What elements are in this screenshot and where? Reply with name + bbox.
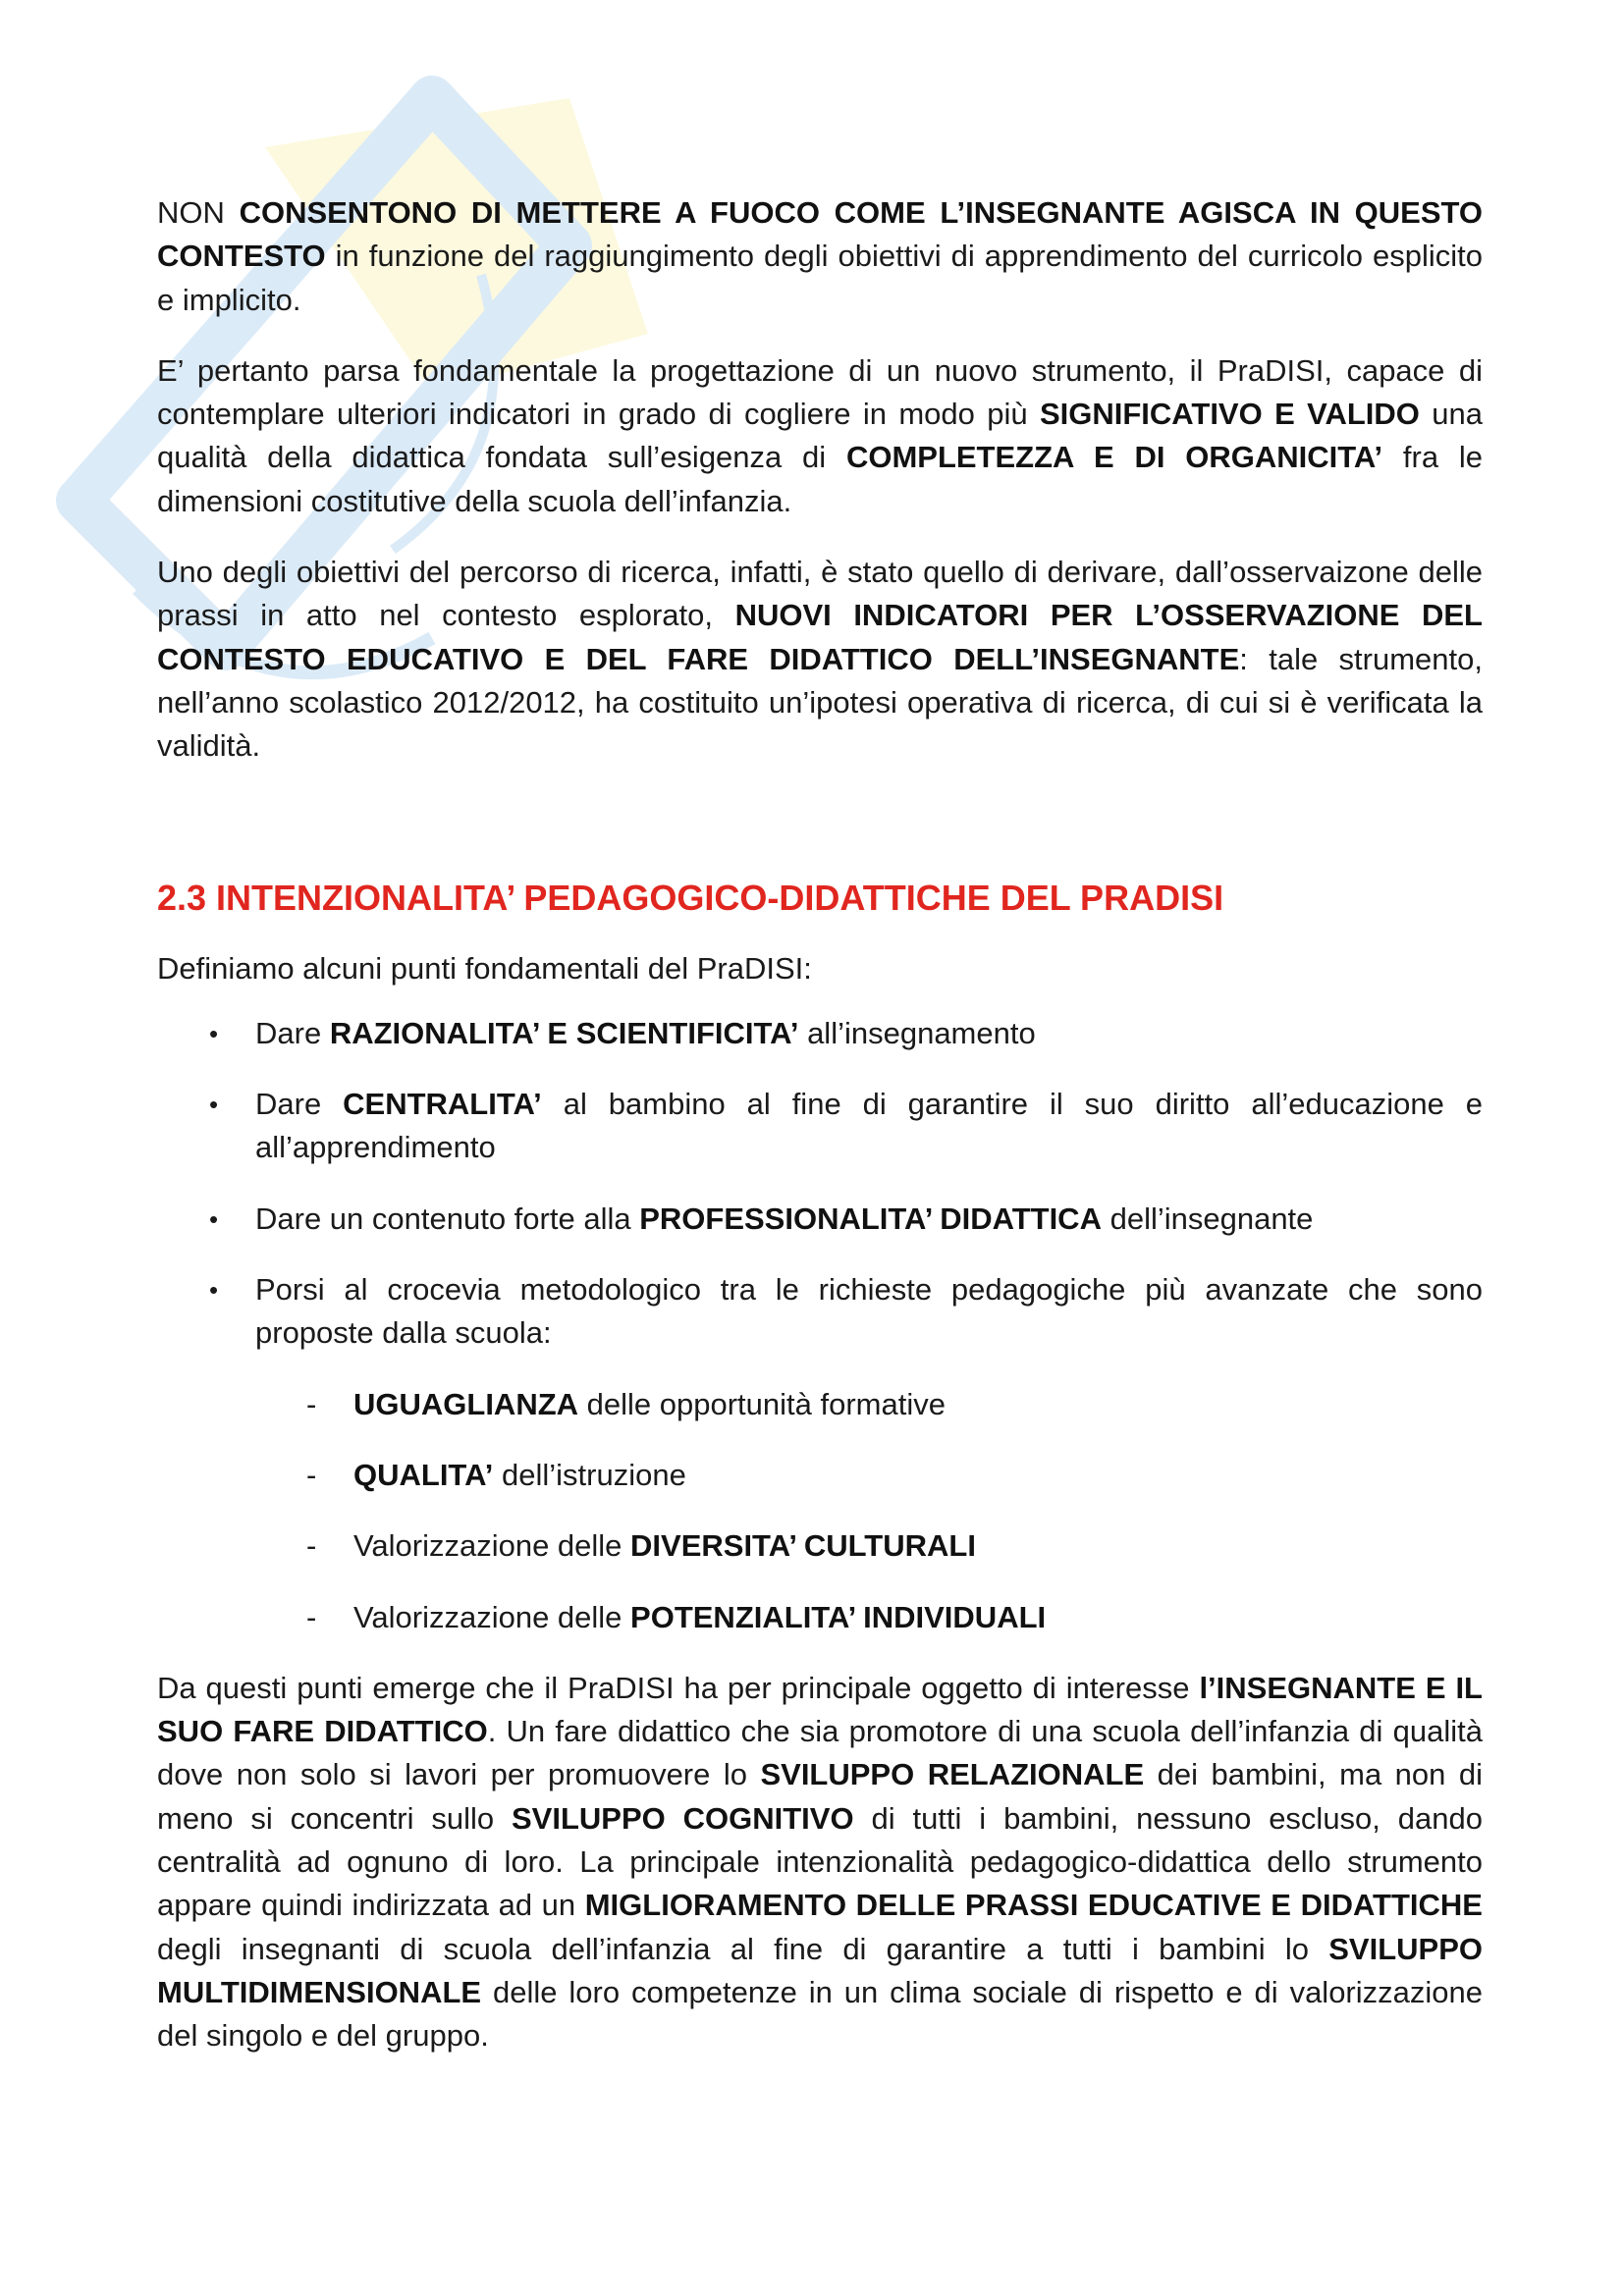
section-heading: 2.3 INTENZIONALITA’ PEDAGOGICO-DIDATTICHE DEL PRADISI bbox=[157, 877, 1224, 918]
paragraph-2 bbox=[157, 349, 1483, 523]
bold-run: CONSENTONO DI METTERE A FUOCO COME L’INSEGNANTE AGISCA IN QUESTO CONTESTO bbox=[157, 195, 1484, 274]
text-run: Dare un contenuto forte alla bbox=[255, 1201, 640, 1236]
dash-marker: - bbox=[306, 1386, 317, 1421]
dash-item bbox=[157, 1596, 1483, 1639]
text-run: NON bbox=[157, 195, 240, 230]
paragraph-1 bbox=[157, 191, 1483, 322]
dash-list bbox=[157, 1383, 1483, 1639]
text-run: delle opportunità formative bbox=[578, 1386, 946, 1421]
bold-run: MIGLIORAMENTO DELLE PRASSI EDUCATIVE E DIDATTICHE bbox=[584, 1888, 1483, 1923]
dash-item bbox=[157, 1524, 1483, 1568]
bold-run: COMPLETEZZA E DI ORGANICITA’ bbox=[845, 440, 1383, 475]
bold-run: l’INSEGNANTE E IL SUO FARE DIDATTICO bbox=[157, 1670, 1483, 1749]
bold-run: SVILUPPO MULTIDIMENSIONALE bbox=[157, 1931, 1483, 2009]
bullet-dot-icon: • bbox=[209, 1203, 219, 1234]
bullet-item bbox=[157, 1083, 1483, 1170]
text-run: dei bambini, ma non di meno si concentri sullo bbox=[157, 1757, 1483, 1836]
intro-line: Definiamo alcuni punti fondamentali del PraDISI: bbox=[157, 950, 812, 986]
dash-marker: - bbox=[306, 1599, 317, 1634]
dash-text bbox=[353, 1458, 686, 1492]
text-run: dell’istruzione bbox=[493, 1457, 686, 1492]
document-page bbox=[157, 191, 1483, 2058]
text-run: fra le dimensioni costitutive della scuola dell’infanzia. bbox=[157, 440, 1484, 518]
text-run: Uno degli obiettivi del percorso di ricerca, infatti, è stato quello di derivare, dall’osservaizone delle prassi in atto nel contesto esplorato, bbox=[157, 555, 1483, 633]
dash-item bbox=[157, 1454, 1483, 1497]
text-run: delle loro competenze in un clima sociale di rispetto e di valorizzazione del singolo e del gruppo. bbox=[157, 1974, 1483, 2054]
bullet-item bbox=[157, 1268, 1483, 1356]
closing-paragraph bbox=[157, 1667, 1483, 2058]
dash-text bbox=[353, 1387, 946, 1421]
dash-item bbox=[157, 1383, 1483, 1426]
bullet-list bbox=[157, 1012, 1483, 1356]
text-run: E’ pertanto parsa fondamentale la progettazione di un nuovo strumento, il PraDISI, capace di contemplare ulteriori indicatori in grado di cogliere in modo più bbox=[157, 352, 1483, 432]
bullet-text bbox=[255, 1272, 1483, 1350]
bullet-item bbox=[157, 1198, 1483, 1241]
bold-run: PROFESSIONALITA’ DIDATTICA bbox=[639, 1201, 1102, 1236]
bullet-dot-icon: • bbox=[209, 1018, 219, 1048]
bullet-dot-icon: • bbox=[209, 1275, 219, 1306]
text-run: : tale strumento, nell’anno scolastico 2012/2012, ha costituito un’ipotesi operativa di ricerca, di cui si è verificata la validità. bbox=[157, 641, 1483, 764]
bold-run: NUOVI INDICATORI PER L’OSSERVAZIONE DEL CONTESTO EDUCATIVO E DEL FARE DIDATTICO DELL’INSEGNANTE bbox=[157, 598, 1483, 676]
dash-text bbox=[353, 1600, 1046, 1634]
bold-run: SVILUPPO RELAZIONALE bbox=[760, 1757, 1145, 1792]
text-run: degli insegnanti di scuola dell’infanzia al fine di garantire a tutti i bambini lo bbox=[157, 1931, 1329, 1966]
bold-run: SVILUPPO COGNITIVO bbox=[511, 1800, 854, 1836]
bold-run: QUALITA’ bbox=[353, 1457, 494, 1492]
text-run: di tutti i bambini, nessuno escluso, dando centralità ad ognuno di loro. La principale intenzionalità pedagogico-didattica dello strumento appare quindi indirizzata ad un bbox=[157, 1800, 1483, 1923]
dash-marker: - bbox=[306, 1457, 317, 1492]
bold-run: UGUAGLIANZA bbox=[353, 1386, 579, 1421]
text-run: . Un fare didattico che sia promotore di una scuola dell’infanzia di qualità dove non solo si lavori per promuovere lo bbox=[157, 1714, 1483, 1792]
text-run: Da questi punti emerge che il PraDISI ha per principale oggetto di interesse bbox=[157, 1670, 1200, 1705]
bullet-text bbox=[255, 1201, 1313, 1236]
text-run: Dare bbox=[255, 1087, 344, 1122]
bold-run: DIVERSITA’ CULTURALI bbox=[630, 1528, 976, 1564]
text-run: dell’insegnante bbox=[1101, 1201, 1314, 1236]
text-run: al bambino al fine di garantire il suo diritto all’educazione e all’apprendimento bbox=[255, 1087, 1483, 1165]
bullet-text bbox=[255, 1016, 1036, 1050]
bold-run: POTENZIALITA’ INDIVIDUALI bbox=[630, 1599, 1047, 1634]
text-run: Valorizzazione delle bbox=[353, 1599, 631, 1634]
paragraph-3 bbox=[157, 551, 1483, 768]
text-run: Porsi al crocevia metodologico tra le richieste pedagogiche più avanzate che sono proposte dalla scuola: bbox=[255, 1272, 1483, 1351]
text-run: all’insegnamento bbox=[798, 1015, 1036, 1050]
bold-run: RAZIONALITA’ E SCIENTIFICITA’ bbox=[329, 1015, 799, 1050]
text-run: una qualità della didattica fondata sull’esigenza di bbox=[157, 397, 1483, 475]
bullet-item bbox=[157, 1012, 1483, 1055]
dash-marker: - bbox=[306, 1528, 317, 1564]
bullet-dot-icon: • bbox=[209, 1090, 219, 1120]
bullet-text bbox=[255, 1087, 1483, 1164]
bold-run: CENTRALITA’ bbox=[343, 1087, 542, 1122]
dash-text bbox=[353, 1528, 976, 1563]
bold-run: SIGNIFICATIVO E VALIDO bbox=[1039, 397, 1420, 432]
text-run: Valorizzazione delle bbox=[353, 1528, 631, 1564]
text-run: Dare bbox=[255, 1015, 330, 1050]
text-run: in funzione del raggiungimento degli obiettivi di apprendimento del curricolo esplicito e implicito. bbox=[157, 239, 1483, 317]
